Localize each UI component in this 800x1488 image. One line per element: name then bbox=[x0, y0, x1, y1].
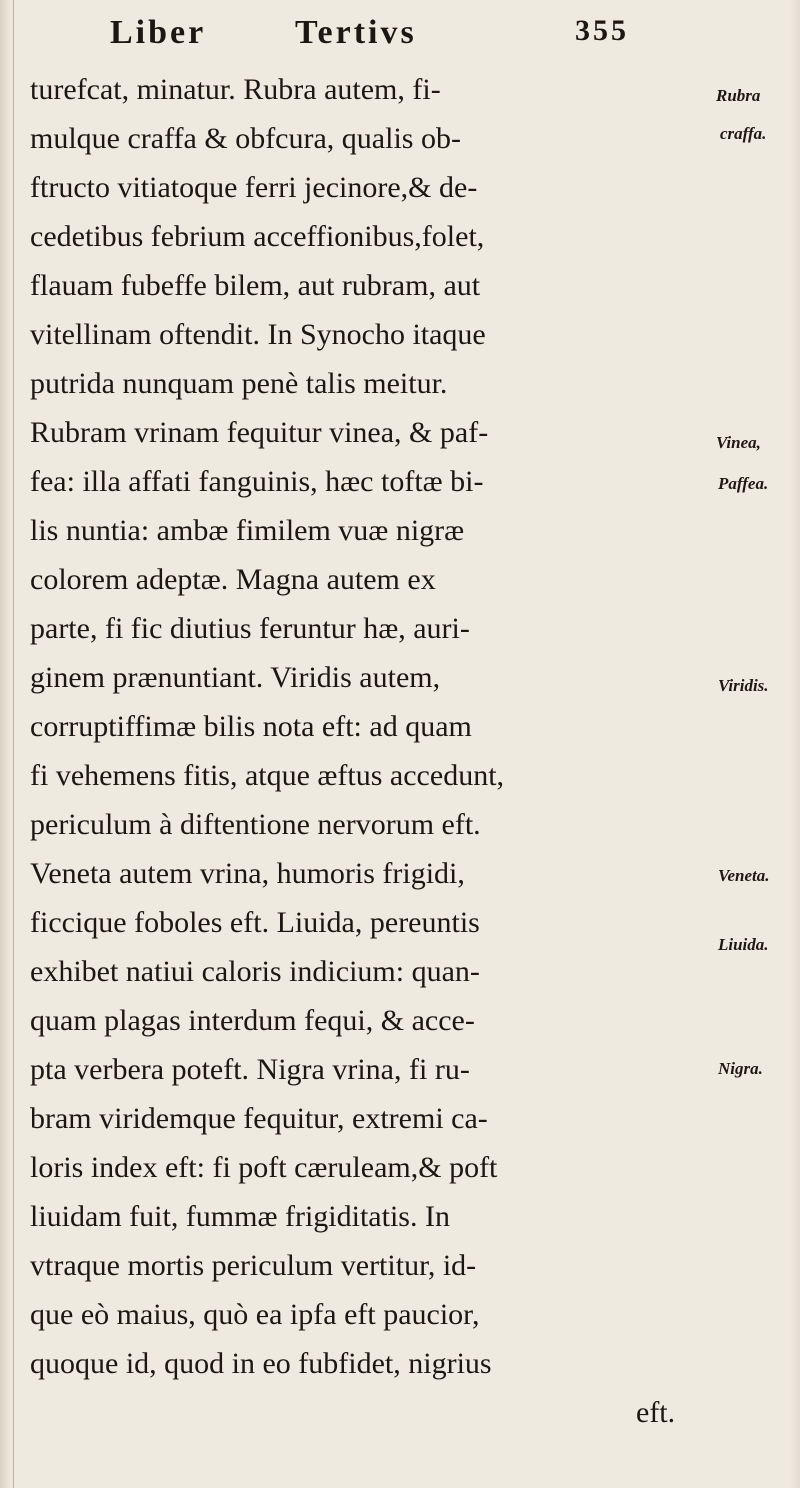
text-line: colorem adeptæ. Magna autem ex bbox=[30, 563, 436, 596]
text-line: fi vehemens fitis, atque æftus accedunt, bbox=[30, 759, 505, 792]
text-line: loris index eft: fi poft cæruleam,& poft bbox=[30, 1151, 498, 1184]
margin-note-liuida: Liuida. bbox=[718, 935, 769, 954]
text-line: Rubram vrinam fequitur vinea, & paf- bbox=[30, 416, 489, 449]
margin-note-rubra: Rubra bbox=[716, 86, 761, 105]
text-line: mulque craffa & obfcura, qualis ob- bbox=[30, 122, 461, 155]
text-line: fea: illa affati fanguinis, hæc toftæ bi- bbox=[30, 465, 484, 498]
text-line: vtraque mortis periculum vertitur, id- bbox=[30, 1249, 477, 1282]
text-line: pta verbera poteft. Nigra vrina, fi ru- bbox=[30, 1053, 470, 1086]
text-line: quoque id, quod in eo fubfidet, nigrius bbox=[30, 1347, 492, 1380]
text-line: parte, fi fic diutius feruntur hæ, auri- bbox=[30, 612, 470, 645]
margin-note-vinea: Vinea, bbox=[716, 433, 761, 452]
margin-note-veneta: Veneta. bbox=[718, 866, 770, 885]
text-line: ftructo vitiatoque ferri jecinore,& de- bbox=[30, 171, 478, 204]
text-line: periculum à diftentione nervorum eft. bbox=[30, 808, 481, 841]
text-line: bram viridemque fequitur, extremi ca- bbox=[30, 1102, 488, 1135]
margin-note-nigra: Nigra. bbox=[718, 1059, 763, 1078]
text-line: que eò maius, quò ea ipfa eft paucior, bbox=[30, 1298, 480, 1331]
text-line: ficcique foboles eft. Liuida, pereuntis bbox=[30, 906, 480, 939]
text-line: corruptiffimæ bilis nota eft: ad quam bbox=[30, 710, 472, 743]
text-line: exhibet natiui caloris indicium: quan- bbox=[30, 955, 480, 988]
header-liber: Liber bbox=[110, 14, 207, 51]
text-line: turefcat, minatur. Rubra autem, fi- bbox=[30, 73, 441, 106]
margin-note-viridis: Viridis. bbox=[718, 676, 769, 695]
header-tertius: Tertivs bbox=[295, 14, 417, 51]
text-line: quam plagas interdum fequi, & acce- bbox=[30, 1004, 475, 1037]
margin-note-crassa: craffa. bbox=[720, 124, 767, 143]
margin-note-passea: Paffea. bbox=[718, 474, 769, 493]
text-line: Veneta autem vrina, humoris frigidi, bbox=[30, 857, 465, 890]
text-line: vitellinam oftendit. In Synocho itaque bbox=[30, 318, 486, 351]
page-number: 355 bbox=[575, 14, 629, 47]
text-line: liuidam fuit, fummæ frigiditatis. In bbox=[30, 1200, 450, 1233]
text-line: ginem prænuntiant. Viridis autem, bbox=[30, 661, 441, 694]
text-line: putrida nunquam penè talis meitur. bbox=[30, 367, 448, 400]
text-line: flauam fubeffe bilem, aut rubram, aut bbox=[30, 269, 481, 302]
catchword: eft. bbox=[636, 1396, 676, 1429]
text-line: cedetibus febrium acceffionibus,folet, bbox=[30, 220, 485, 253]
text-line: lis nuntia: ambæ fimilem vuæ nigræ bbox=[30, 514, 465, 547]
